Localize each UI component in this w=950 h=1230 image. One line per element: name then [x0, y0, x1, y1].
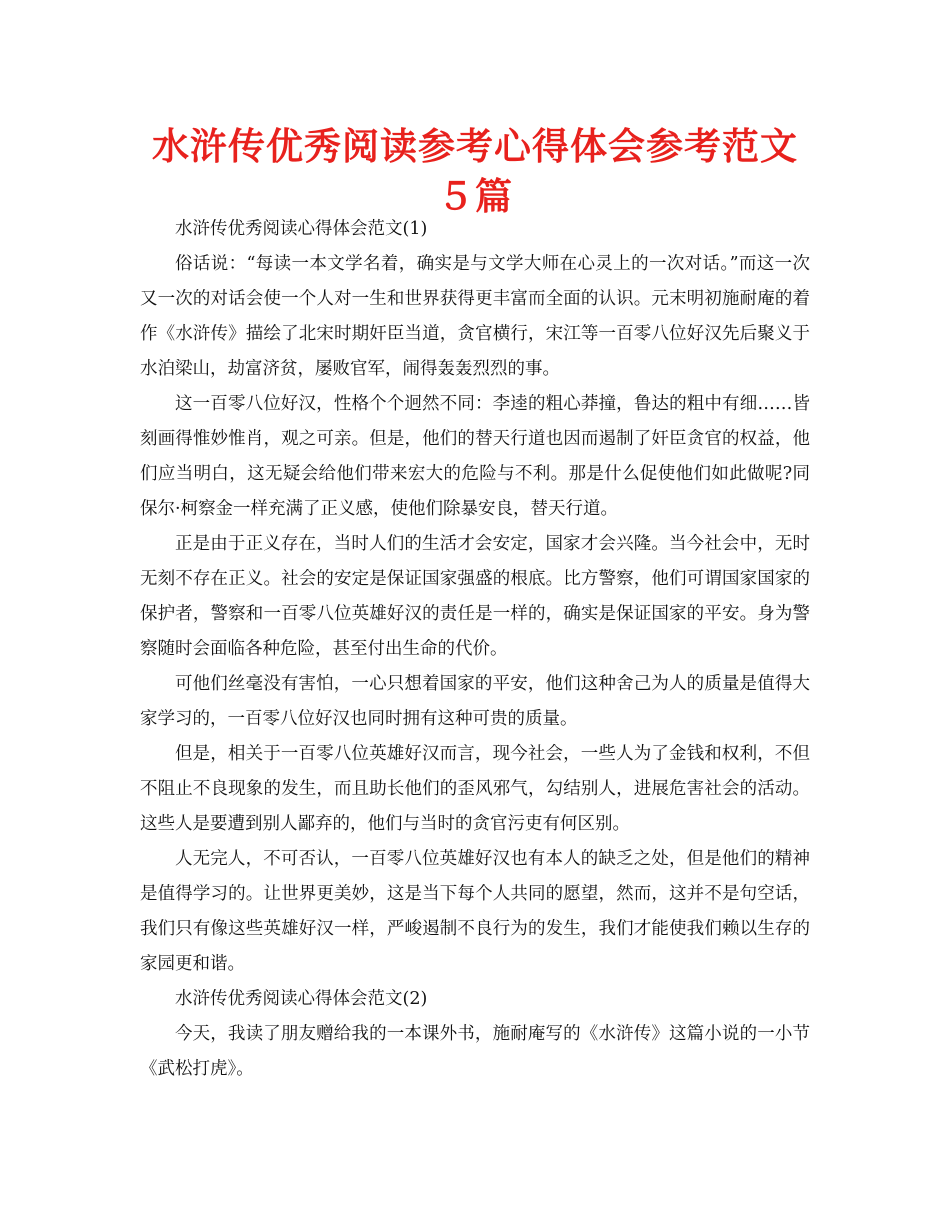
document-body [140, 212, 810, 1087]
paragraph: 正是由于正义存在，当时人们的生活才会安定，国家才会兴隆。当今社会中，无时无刻不存在正义。社会的安定是保证国家强盛的根底。比方警察，他们可谓国家国家的保护者，警察和一百零八位英雄好汉的责任是一样的，确实是保证国家的平安。身为警察随时会面临各种危险，甚至付出生命的代价。 [140, 534, 810, 659]
paragraph: 可他们丝毫没有害怕，一心只想着国家的平安，他们这种舍己为人的质量是值得大家学习的，一百零八位好汉也同时拥有这种可贵的质量。 [140, 674, 810, 729]
section-heading-1: 水浒传优秀阅读心得体会范文(1) [175, 219, 428, 239]
paragraph: 但是，相关于一百零八位英雄好汉而言，现今社会，一些人为了金钱和权利，不但不阻止不良现象的发生，而且助长他们的歪风邪气，勾结别人，进展危害社会的活动。这些人是要遭到别人鄙弃的，他们与当时的贪官污吏有何区别。 [140, 744, 810, 834]
paragraph: 俗话说：“每读一本文学名着，确实是与文学大师在心灵上的一次对话。”而这一次又一次的对话会使一个人对一生和世界获得更丰富而全面的认识。元末明初施耐庵的着作《水浒传》描绘了北宋时期奸臣当道，贪官横行，宋江等一百零八位好汉先后聚义于水泊梁山，劫富济贫，屡败官军，闹得轰轰烈烈的事。 [140, 254, 810, 379]
paragraph: 这一百零八位好汉，性格个个迥然不同：李逵的粗心莽撞，鲁达的粗中有细……皆刻画得惟妙惟肖，观之可亲。但是，他们的替天行道也因而遏制了奸臣贪官的权益，他们应当明白，这无疑会给他们带来宏大的危险与不利。那是什么促使他们如此做呢?同保尔·柯察金一样充满了正义感，使他们除暴安良，替天行道。 [140, 394, 810, 519]
paragraph: 今天，我读了朋友赠给我的一本课外书，施耐庵写的《水浒传》这篇小说的一小节《武松打虎》。 [140, 1024, 810, 1079]
document-title: 水浒传优秀阅读参考心得体会参考范文５篇 [152, 125, 798, 218]
section-heading-2: 水浒传优秀阅读心得体会范文(2) [175, 989, 428, 1009]
paragraph: 人无完人，不可否认，一百零八位英雄好汉也有本人的缺乏之处，但是他们的精神是值得学习的。让世界更美妙，这是当下每个人共同的愿望，然而，这并不是句空话，我们只有像这些英雄好汉一样，严峻遏制不良行为的发生，我们才能使我们赖以生存的家园更和谐。 [140, 849, 810, 974]
